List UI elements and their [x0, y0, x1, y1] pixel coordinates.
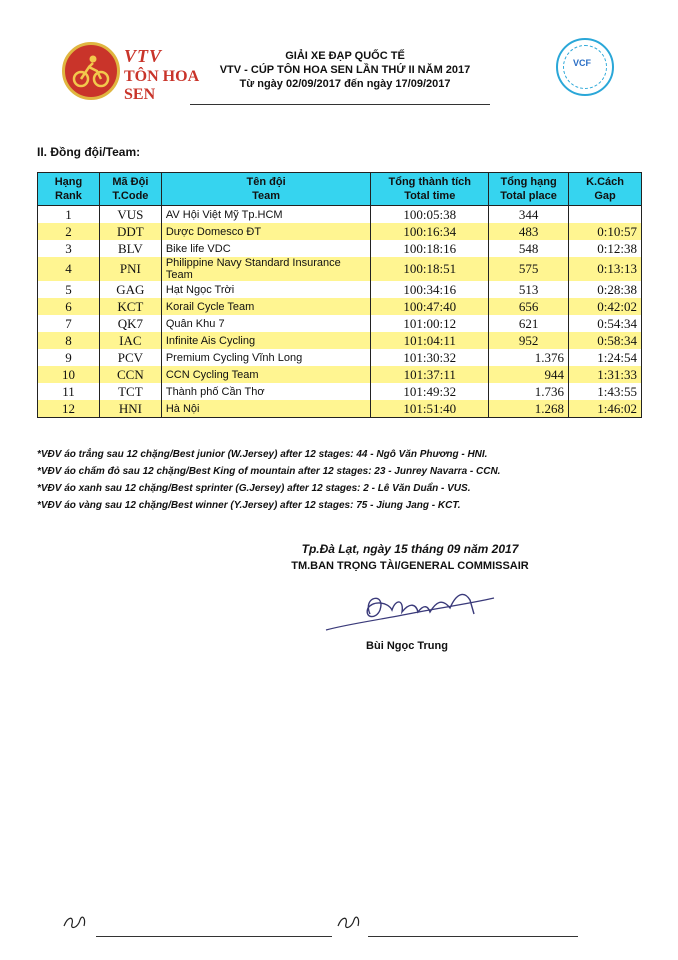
header-rank: Hạng Rank	[38, 173, 100, 206]
table-row: 4 PNI Philippine Navy Standard Insurance Team 100:18:51 575 0:13:13	[38, 257, 642, 281]
table-row: 3 BLV Bike life VDC 100:18:16 548 0:12:38	[38, 240, 642, 257]
footer-initials-line-1	[96, 936, 332, 937]
section-title: II. Đồng đội/Team:	[37, 145, 141, 159]
vcf-logo	[556, 38, 614, 96]
note-polka-jersey: *VĐV áo chấm đỏ sau 12 chặng/Best King of mountain after 12 stages: 23 - Junrey Navarra - CCN.	[37, 466, 501, 477]
table-row: 7 QK7 Quân Khu 7 101:00:12 621 0:54:34	[38, 315, 642, 332]
header-divider	[190, 104, 490, 105]
jersey-notes	[37, 446, 500, 514]
table-row: 11 TCT Thành phố Cần Thơ 101:49:32 1.736 1:43:55	[38, 383, 642, 400]
initials-mark-icon	[336, 912, 362, 932]
table-row: 5 GAG Hạt Ngọc Trời 100:34:16 513 0:28:38	[38, 281, 642, 298]
note-yellow-jersey: *VĐV áo vàng sau 12 chặng/Best winner (Y.Jersey) after 12 stages: 75 - Jiung Jang - KCT.	[37, 500, 461, 511]
vcf-logo-text: VCF	[573, 58, 591, 68]
header-place: Tổng hạng Total place	[489, 173, 569, 206]
document-header	[200, 49, 490, 91]
note-white-jersey: *VĐV áo trắng sau 12 chặng/Best junior (W.Jersey) after 12 stages: 44 - Ngô Văn Phương - HNI.	[37, 449, 488, 460]
header-time: Tổng thành tích Total time	[371, 173, 489, 206]
header-team: Tên đội Team	[161, 173, 371, 206]
table-row: 2 DDT Dược Domesco ĐT 100:16:34 483 0:10:57	[38, 223, 642, 240]
table-row: 1 VUS AV Hội Việt Mỹ Tp.HCM 100:05:38 344	[38, 206, 642, 224]
cyclist-icon	[62, 42, 120, 100]
header-gap: K.Cách Gap	[569, 173, 642, 206]
table-row: 9 PCV Premium Cycling Vĩnh Long 101:30:32 1.376 1:24:54	[38, 349, 642, 366]
initials-mark-icon	[62, 912, 88, 932]
signer-role: TM.BAN TRỌNG TÀI/GENERAL COMMISSAIR	[291, 560, 529, 572]
header-line-2: VTV - CÚP TÔN HOA SEN LẦN THỨ II NĂM 2017	[219, 64, 471, 76]
place-date: Tp.Đà Lạt, ngày 15 tháng 09 năm 2017	[301, 542, 519, 556]
signer-name: Bùi Ngọc Trung	[366, 640, 448, 652]
logo-brand-text: TÔN HOA SEN	[124, 68, 199, 103]
note-green-jersey: *VĐV áo xanh sau 12 chặng/Best sprinter (G.Jersey) after 12 stages: 2 - Lê Văn Duẩn - VUS.	[37, 483, 471, 494]
handwritten-signature	[318, 584, 498, 638]
table-row: 12 HNI Hà Nội 101:51:40 1.268 1:46:02	[38, 400, 642, 418]
signoff-block	[260, 541, 560, 575]
header-line-1: GIẢI XE ĐẠP QUỐC TẾ	[285, 50, 405, 62]
table-row: 10 CCN CCN Cycling Team 101:37:11 944 1:31:33	[38, 366, 642, 383]
footer-initials-line-2	[368, 936, 578, 937]
table-row: 6 KCT Korail Cycle Team 100:47:40 656 0:42:02	[38, 298, 642, 315]
header-code: Mã Đội T.Code	[99, 173, 161, 206]
logo-vtv-text: VTV	[124, 46, 163, 66]
table-header-row	[38, 173, 642, 206]
header-line-3: Từ ngày 02/09/2017 đến ngày 17/09/2017	[239, 78, 451, 90]
table-row: 8 IAC Infinite Ais Cycling 101:04:11 952 0:58:34	[38, 332, 642, 349]
team-results-table	[37, 172, 642, 418]
